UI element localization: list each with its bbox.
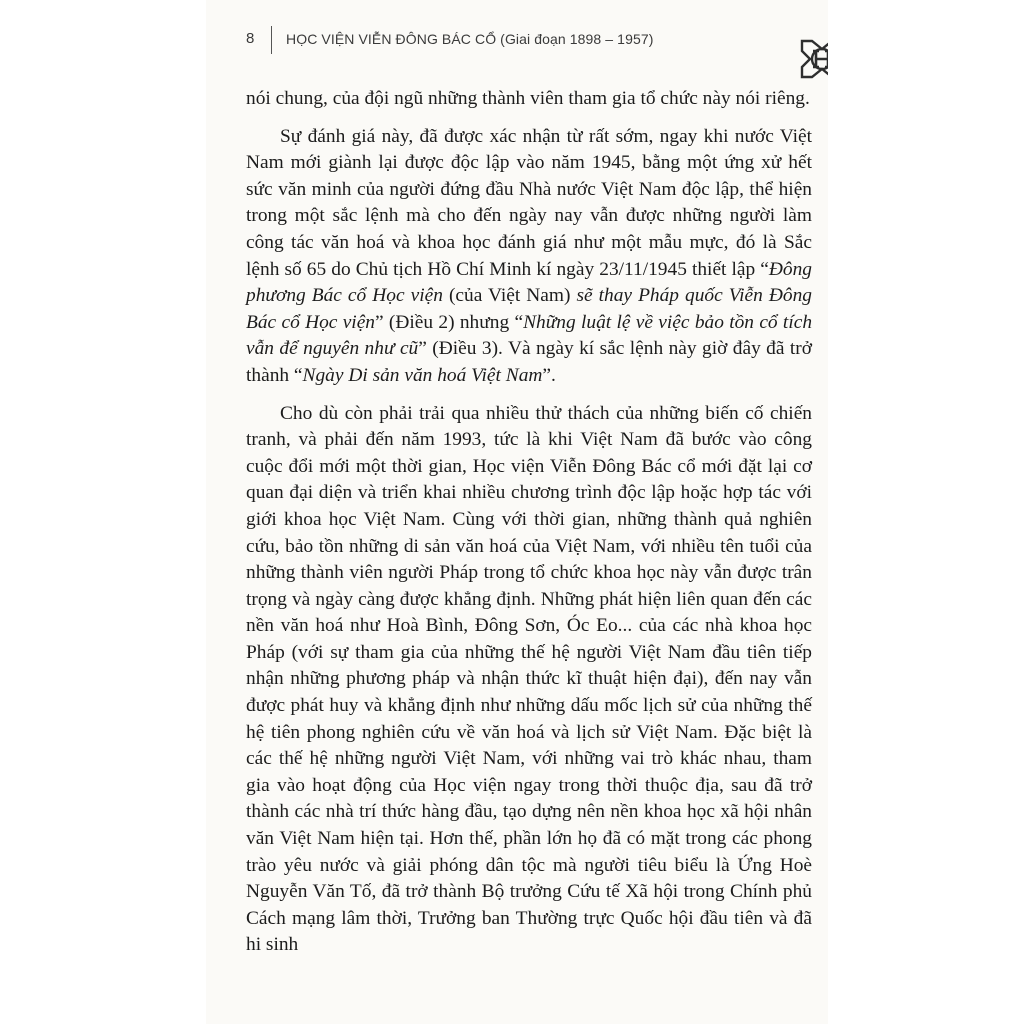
text-run: (của Việt Nam) <box>442 285 577 307</box>
italic-run: Ngày Di sản văn hoá Việt Nam <box>302 364 543 386</box>
body-text <box>246 86 812 970</box>
book-page <box>206 0 828 1024</box>
running-title: HỌC VIỆN VIỄN ĐÔNG BÁC CỔ (Giai đoạn 1898 – 1957) <box>286 31 654 47</box>
italic-run: Những luật lệ về việc bảo tồn cổ tích vẫn để nguyên như cũ <box>246 311 813 360</box>
text-run: ” (Điều 2) nhưng “ <box>375 311 524 333</box>
page-header <box>246 26 806 56</box>
italic-run: sẽ thay Pháp quốc Viễn Đông Bác cổ Học viện <box>246 285 812 333</box>
page-number: 8 <box>246 30 255 47</box>
efeo-monogram-logo-icon <box>796 38 828 80</box>
text-run: ” (Điều 3). Và ngày kí sắc lệnh này giờ đây đã trở thành “ <box>246 338 813 386</box>
header-divider <box>271 26 272 54</box>
text-run: Sự đánh giá này, đã được xác nhận từ rất sớm, ngay khi nước Việt Nam mới giành lại được độc lập vào năm 1945, bằng một ứng xử hết sức văn minh của người đứng đầu Nhà nước Việt Nam độc lập, thể hiện trong một sắc lệnh mà cho đến ngày nay vẫn được những người làm công tác văn hoá và khoa học đánh giá như một mẫu mực, đó là Sắc lệnh số 65 do Chủ tịch Hồ Chí Minh kí ngày 23/11/1945 thiết lập “ <box>246 125 812 280</box>
paragraph-continued: nói chung, của đội ngũ những thành viên tham gia tổ chức này nói riêng. <box>246 88 810 109</box>
paragraph-history: Cho dù còn phải trải qua nhiều thử thách của những biến cố chiến tranh, và phải đến năm 1993, tức là khi Việt Nam đã bước vào công cuộc đổi mới một thời gian, Học viện Viễn Đông Bác cổ mới đặt lại cơ quan đại diện và triển khai nhiều chương trình độc lập hoặc hợp tác với giới khoa học Việt Nam. Cùng với thời gian, những thành quả nghiên cứu, bảo tồn những di sản văn hoá của Việt Nam, với nhiều tên tuổi của những thành viên người Pháp trong tổ chức khoa học này vẫn được trân trọng và ngày càng được khẳng định. Những phát hiện liên quan đến các nền văn hoá như Hoà Bình, Đông Sơn, Óc Eo... của các nhà khoa học Pháp (với sự tham gia của những thế hệ người Việt Nam đầu tiên tiếp nhận những phương pháp và nhận thức kĩ thuật hiện đại), đến nay vẫn được phát huy và khẳng định như những dấu mốc lịch sử của những thế hệ tiên phong nghiên cứu về văn hoá và lịch sử Việt Nam. Đặc biệt là các thế hệ những người Việt Nam, với những vai trò khác nhau, tham gia vào hoạt động của Học viện ngay trong thời thuộc địa, sau đã trở thành các nhà trí thức hàng đầu, tạo dựng nên nền khoa học xã hội nhân văn Việt Nam hiện tại. Hơn thế, phần lớn họ đã có mặt trong các phong trào yêu nước và giải phóng dân tộc mà người tiêu biểu là Ứng Hoè Nguyễn Văn Tố, đã trở thành Bộ trưởng Cứu tế Xã hội trong Chính phủ Cách mạng lâm thời, Trưởng ban Thường trực Quốc hội đầu tiên và đã hi sinh <box>246 402 812 956</box>
italic-run: Đông phương Bác cổ Học viện <box>246 258 812 307</box>
paragraph-decree <box>246 124 812 390</box>
text-run: ”. <box>542 364 556 386</box>
